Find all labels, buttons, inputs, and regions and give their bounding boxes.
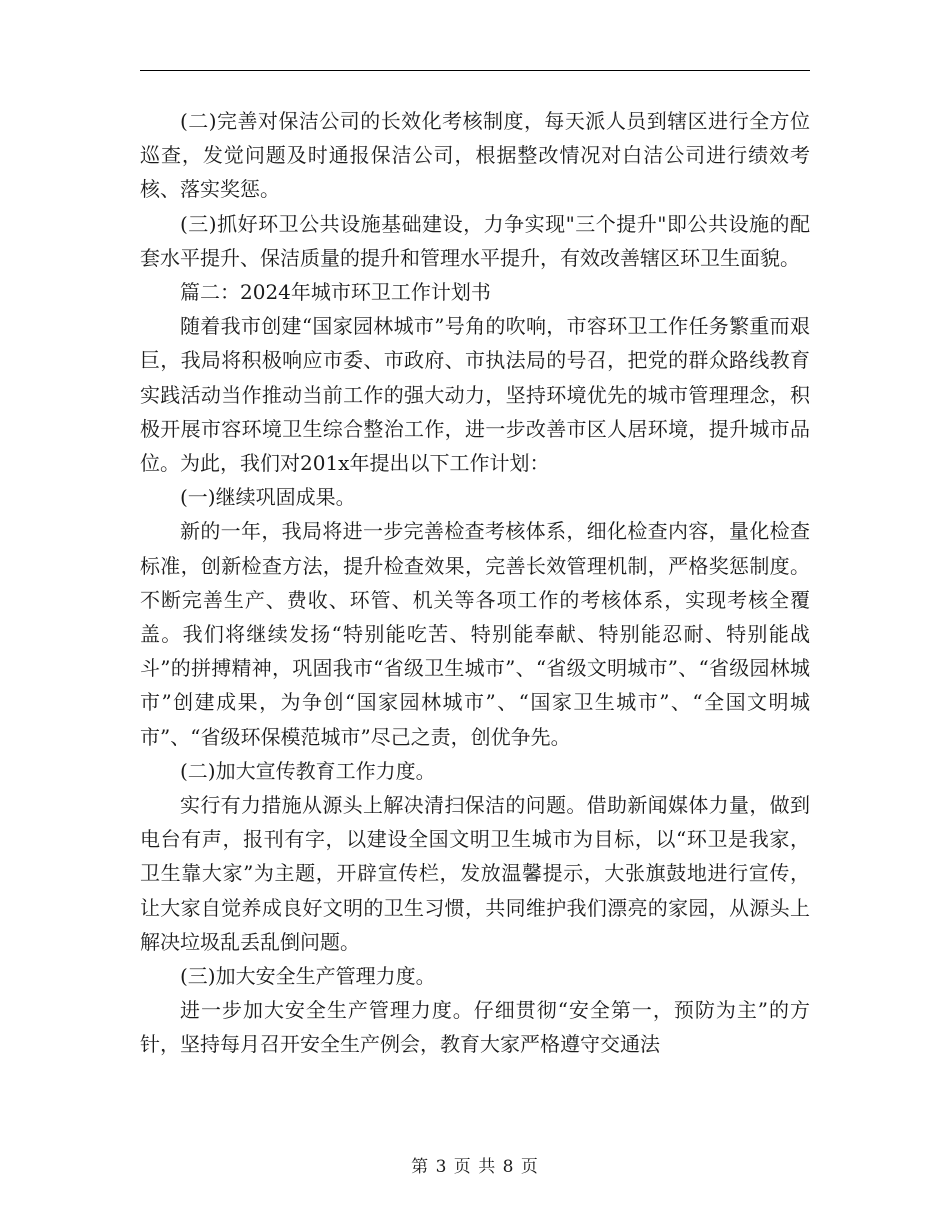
paragraph: (三)抓好环卫公共设施基础建设，力争实现"三个提升"即公共设施的配套水平提升、保洁质量的提升和管理水平提升，有效改善辖区环卫生面貌。 bbox=[140, 211, 810, 270]
section-heading: 篇二：2024年城市环卫工作计划书 bbox=[180, 280, 491, 305]
paragraph: 随着我市创建“国家园林城市”号角的吹响，市容环卫工作任务繁重而艰巨，我局将积极响应市委、市政府、市执法局的号召，把党的群众路线教育实践活动当作推动当前工作的强大动力，坚持环境优先的城市管理理念，积极开展市容环境卫生综合整治工作，进一步改善市区人居环境，提升城市品位。为此，我们对201x年提出以下工作计划： bbox=[140, 314, 810, 476]
body-text bbox=[140, 104, 810, 1062]
paragraph: 实行有力措施从源头上解决清扫保洁的问题。借助新闻媒体力量，做到电台有声，报刊有字，以建设全国文明卫生城市为目标，以“环卫是我家，卫生靠大家”为主题，开辟宣传栏，发放温馨提示，大张旗鼓地进行宣传，让大家自觉养成良好文明的卫生习惯，共同维护我们漂亮的家园，从源头上解决垃圾乱丢乱倒问题。 bbox=[140, 793, 810, 954]
paragraph: 进一步加大安全生产管理力度。仔细贯彻“安全第一，预防为主”的方针，坚持每月召开安全生产例会，教育大家严格遵守交通法 bbox=[140, 998, 810, 1057]
subheading: (二)加大宣传教育工作力度。 bbox=[180, 758, 436, 783]
page-footer: 第 3 页 共 8 页 bbox=[411, 1157, 539, 1177]
subheading: (三)加大安全生产管理力度。 bbox=[180, 964, 436, 989]
paragraph: (二)完善对保洁公司的长效化考核制度，每天派人员到辖区进行全方位巡查，发觉问题及时通报保洁公司，根据整改情况对白洁公司进行绩效考核、落实奖惩。 bbox=[140, 109, 810, 202]
header-rule bbox=[140, 70, 810, 71]
subheading: (一)继续巩固成果。 bbox=[180, 485, 356, 510]
paragraph: 新的一年，我局将进一步完善检查考核体系，细化检查内容，量化检查标准，创新检查方法，提升检查效果，完善长效管理机制，严格奖惩制度。不断完善生产、费收、环管、机关等各项工作的考核体系，实现考核全覆盖。我们将继续发扬“特别能吃苦、特别能奉献、特别能忍耐、特别能战斗”的拼搏精神，巩固我市“省级卫生城市”、“省级文明城市”、“省级园林城市”创建成果，为争创“国家园林城市”、“国家卫生城市”、“全国文明城市”、“省级环保模范城市”尽己之责，创优争先。 bbox=[140, 519, 810, 749]
